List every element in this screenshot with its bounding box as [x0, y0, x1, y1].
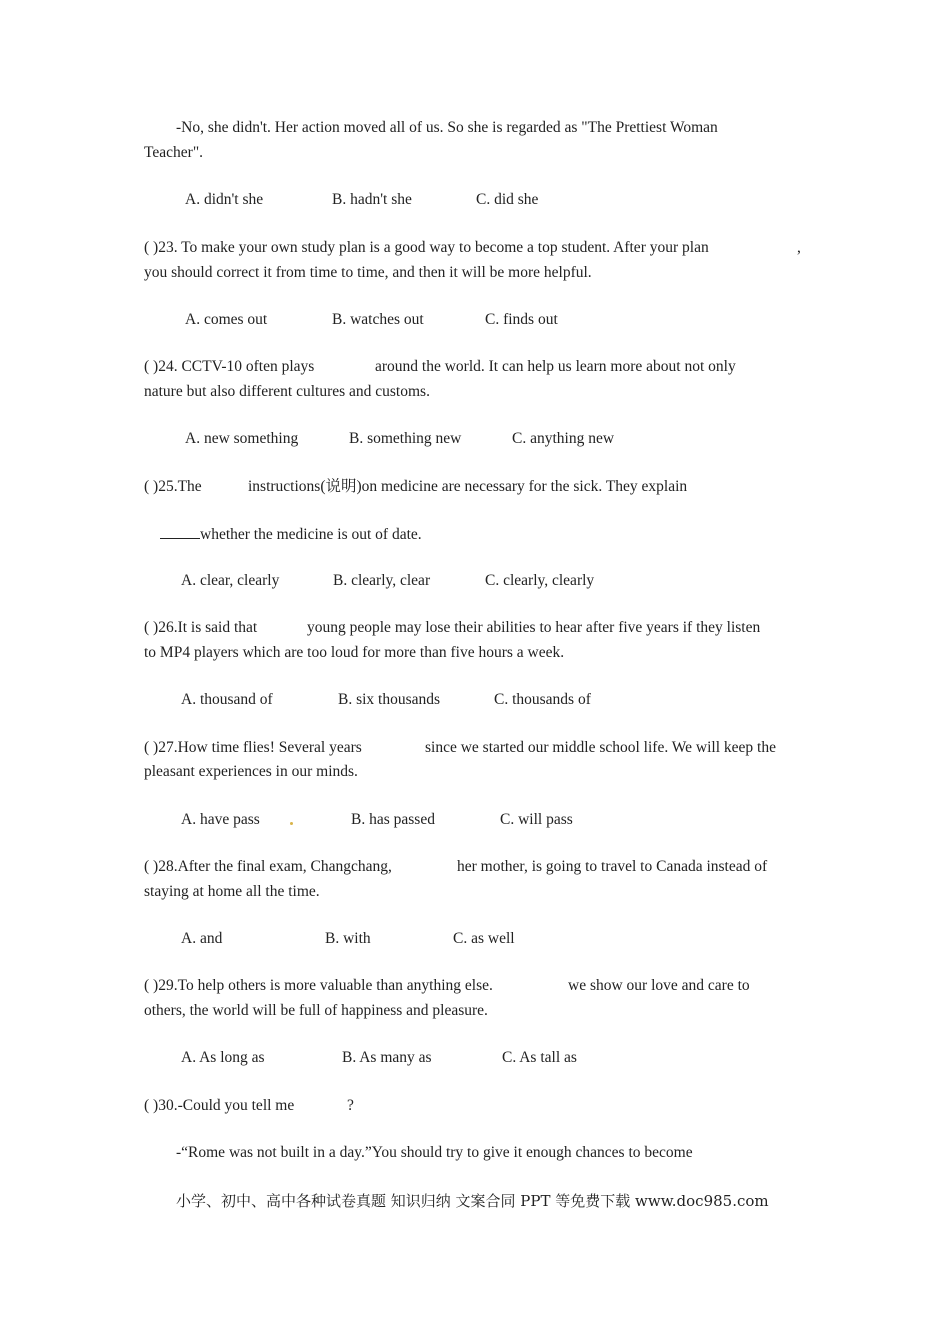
question-27: ( )27.How time flies! Several years — [144, 739, 362, 756]
question-27-cont: since we started our middle school life. We will keep the — [425, 739, 776, 756]
option-a: A. clear, clearly — [181, 572, 280, 589]
option-c: C. will pass — [500, 811, 573, 828]
option-a: A. thousand of — [181, 691, 273, 708]
question-30-cont: ? — [347, 1097, 354, 1114]
option-a: A. As long as — [181, 1049, 265, 1066]
option-c: C. finds out — [485, 311, 558, 328]
option-c: C. anything new — [512, 430, 615, 447]
question-25: ( )25.The — [144, 478, 202, 495]
option-a: A. comes out — [185, 311, 268, 328]
text-line: Teacher". — [144, 144, 204, 161]
text-line: pleasant experiences in our minds. — [144, 763, 358, 780]
question-23-comma: , — [797, 239, 801, 256]
text-line: -“Rome was not built in a day.”You should try to give it enough chances to become — [176, 1144, 693, 1161]
option-a: A. new something — [185, 430, 299, 447]
option-b: B. has passed — [351, 811, 435, 828]
text-line: you should correct it from time to time, and then it will be more helpful. — [144, 264, 592, 281]
option-b: B. hadn't she — [332, 191, 412, 208]
option-b: B. with — [325, 930, 371, 947]
option-a: A. and — [181, 930, 223, 947]
question-23: ( )23. To make your own study plan is a good way to become a top student. After your plan — [144, 239, 709, 256]
text-line: to MP4 players which are too loud for more than five hours a week. — [144, 644, 565, 661]
text-line: staying at home all the time. — [144, 883, 320, 900]
question-26: ( )26.It is said that — [144, 619, 258, 636]
question-26-cont: young people may lose their abilities to hear after five years if they listen — [307, 619, 761, 636]
text-line: whether the medicine is out of date. — [160, 524, 422, 545]
page-footer: 小学、初中、高中各种试卷真题 知识归纳 文案合同 PPT 等免费下载 www.doc985.com — [176, 1192, 769, 1210]
option-b: B. As many as — [342, 1049, 432, 1066]
option-c: C. As tall as — [502, 1049, 577, 1066]
option-a: A. didn't she — [185, 191, 264, 208]
question-29: ( )29.To help others is more valuable than anything else. — [144, 977, 493, 994]
option-b: B. clearly, clear — [333, 572, 431, 589]
speck-mark — [290, 822, 293, 825]
question-24-cont: around the world. It can help us learn more about not only — [375, 358, 736, 375]
text-line: -No, she didn't. Her action moved all of us. So she is regarded as "The Prettiest Woman — [176, 119, 718, 136]
option-b: B. watches out — [332, 311, 424, 328]
question-28-cont: her mother, is going to travel to Canada instead of — [457, 858, 768, 875]
option-c: C. thousands of — [494, 691, 591, 708]
question-30: ( )30.-Could you tell me — [144, 1097, 295, 1114]
option-c: C. clearly, clearly — [485, 572, 595, 589]
text-line: others, the world will be full of happiness and pleasure. — [144, 1002, 488, 1019]
answer-blank — [160, 524, 200, 539]
question-25-cont: instructions(说明)on medicine are necessary for the sick. They explain — [248, 478, 688, 495]
option-b: B. six thousands — [338, 691, 441, 708]
question-29-cont: we show our love and care to — [568, 977, 750, 994]
question-24: ( )24. CCTV-10 often plays — [144, 358, 315, 375]
option-a: A. have pass — [181, 811, 260, 828]
option-b: B. something new — [349, 430, 462, 447]
text-line: nature but also different cultures and customs. — [144, 383, 430, 400]
question-28: ( )28.After the final exam, Changchang, — [144, 858, 392, 875]
option-c: C. did she — [476, 191, 539, 208]
option-c: C. as well — [453, 930, 515, 947]
